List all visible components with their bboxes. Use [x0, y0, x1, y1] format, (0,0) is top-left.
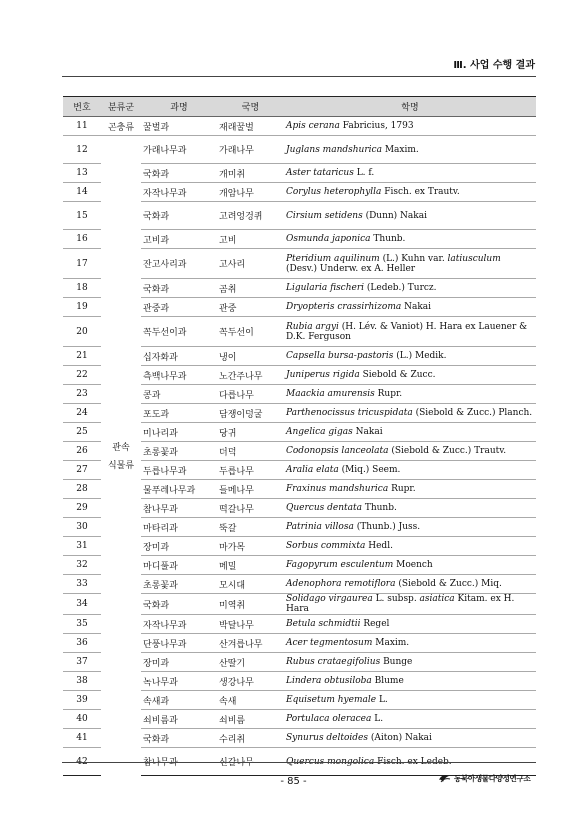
scientific-name-italic: Quercus mongolica	[286, 756, 375, 767]
scientific-name	[284, 298, 536, 317]
scientific-name-italic: Solidago virgaurea	[286, 594, 373, 604]
org-logo	[437, 771, 530, 785]
scientific-name-italic: Sorbus commixta	[286, 541, 366, 551]
korean-name: 고비	[217, 230, 284, 249]
row-number: 22	[63, 366, 101, 385]
scientific-name	[284, 164, 536, 183]
scientific-name-italic: Dryopteris crassirhizoma	[286, 302, 402, 312]
scientific-name	[284, 404, 536, 423]
column-header-scientific-name: 학명	[284, 97, 536, 117]
family-name: 물푸레나무과	[141, 480, 217, 499]
family-name: 국화과	[141, 279, 217, 298]
family-name: 마디풀과	[141, 556, 217, 575]
scientific-name-italic: asiatica	[419, 594, 455, 604]
scientific-name-author: L. subsp.	[372, 594, 420, 604]
family-name: 참나무과	[141, 748, 217, 776]
scientific-name-author: Kitam. ex H. Hara	[286, 594, 515, 614]
korean-name: 속새	[217, 691, 284, 710]
scientific-name-author: Regel	[360, 619, 390, 629]
scientific-name	[284, 202, 536, 230]
scientific-name	[284, 117, 536, 136]
row-number: 16	[63, 230, 101, 249]
family-name: 국화과	[141, 202, 217, 230]
scientific-name-author: Fabricius, 1793	[339, 121, 414, 131]
scientific-name-author: Maxim.	[381, 144, 419, 155]
column-header-family: 과명	[141, 97, 217, 117]
korean-name: 수리취	[217, 729, 284, 748]
korean-name: 가래나무	[217, 136, 284, 164]
family-name: 마타리과	[141, 518, 217, 537]
scientific-name	[284, 317, 536, 347]
korean-name: 냉이	[217, 347, 284, 366]
scientific-name-italic: Quercus dentata	[286, 503, 362, 513]
family-name: 속새과	[141, 691, 217, 710]
scientific-name-author: (Desv.) Underw. ex A. Heller	[286, 263, 416, 274]
family-name: 측백나무과	[141, 366, 217, 385]
table-body	[63, 117, 536, 776]
family-name: 꿀벌과	[141, 117, 217, 136]
row-number: 40	[63, 710, 101, 729]
scientific-name	[284, 556, 536, 575]
column-header-number: 번호	[63, 97, 101, 117]
table-header-row	[63, 97, 536, 117]
org-logo-icon	[437, 771, 451, 785]
korean-name: 관중	[217, 298, 284, 317]
row-number: 18	[63, 279, 101, 298]
scientific-name	[284, 518, 536, 537]
scientific-name-author: L.	[376, 695, 388, 705]
scientific-name-italic: Codonopsis lanceolata	[286, 446, 389, 456]
scientific-name-italic: Corylus heterophylla	[286, 187, 382, 197]
scientific-name-author: Nakai	[401, 302, 432, 312]
row-number: 20	[63, 317, 101, 347]
scientific-name-author: L. f.	[353, 168, 375, 178]
scientific-name-author: Thunb.	[361, 503, 397, 513]
scientific-name-italic: Betula schmidtii	[286, 619, 361, 629]
scientific-name-author: (Ledeb.) Turcz.	[364, 283, 437, 293]
korean-name: 개미취	[217, 164, 284, 183]
scientific-name	[284, 594, 536, 615]
scientific-name-author: (L.) Kuhn var.	[379, 253, 448, 264]
row-number: 28	[63, 480, 101, 499]
family-name: 미나리과	[141, 423, 217, 442]
row-number: 32	[63, 556, 101, 575]
scientific-name-author: (Aiton) Nakai	[368, 733, 432, 743]
scientific-name-italic: Maackia amurensis	[286, 389, 375, 399]
scientific-name	[284, 366, 536, 385]
korean-name: 박달나무	[217, 615, 284, 634]
org-name: 동북아생물다양성연구소	[454, 773, 531, 783]
family-name: 잔고사리과	[141, 249, 217, 279]
scientific-name	[284, 710, 536, 729]
scientific-name-italic: Juniperus rigida	[286, 370, 360, 380]
korean-name: 개암나무	[217, 183, 284, 202]
scientific-name-italic: Synurus deltoides	[286, 733, 369, 743]
scientific-name	[284, 575, 536, 594]
family-name: 콩과	[141, 385, 217, 404]
scientific-name-italic: latiusculum	[447, 253, 501, 264]
group-vascular-plants	[101, 136, 141, 776]
scientific-name	[284, 653, 536, 672]
family-name: 초롱꽃과	[141, 575, 217, 594]
row-number: 31	[63, 537, 101, 556]
scientific-name-author: Rupr.	[374, 389, 403, 399]
row-number: 15	[63, 202, 101, 230]
scientific-name	[284, 249, 536, 279]
row-number: 26	[63, 442, 101, 461]
scientific-name	[284, 634, 536, 653]
scientific-name-author: (Thunb.) Juss.	[353, 522, 421, 532]
scientific-name-author: (Siebold & Zucc.) Planch.	[412, 408, 533, 418]
species-table	[63, 96, 536, 776]
column-header-group: 분류군	[101, 97, 141, 117]
scientific-name-author: Thunb.	[370, 234, 406, 244]
korean-name: 뚝갈	[217, 518, 284, 537]
row-number: 34	[63, 594, 101, 615]
scientific-name-author: Nakai	[352, 427, 383, 437]
scientific-name-italic: Parthenocissus tricuspidata	[286, 408, 413, 418]
family-name: 국화과	[141, 594, 217, 615]
scientific-name-author: Moench	[393, 560, 433, 570]
scientific-name-italic: Capsella bursa-pastoris	[286, 351, 394, 361]
row-number: 38	[63, 672, 101, 691]
row-number: 37	[63, 653, 101, 672]
table-row	[63, 136, 536, 164]
korean-name: 산딸기	[217, 653, 284, 672]
scientific-name	[284, 423, 536, 442]
row-number: 35	[63, 615, 101, 634]
korean-name: 떡갈나무	[217, 499, 284, 518]
korean-name: 미역취	[217, 594, 284, 615]
row-number: 30	[63, 518, 101, 537]
scientific-name-author: Rupr.	[388, 484, 416, 494]
family-name: 가래나무과	[141, 136, 217, 164]
korean-name: 노간주나무	[217, 366, 284, 385]
family-name: 포도과	[141, 404, 217, 423]
scientific-name	[284, 480, 536, 499]
korean-name: 더덕	[217, 442, 284, 461]
family-name: 녹나무과	[141, 672, 217, 691]
scientific-name-author: Fisch. ex Ledeb.	[374, 756, 452, 767]
scientific-name-author: (Siebold & Zucc.) Miq.	[395, 579, 502, 589]
row-number: 21	[63, 347, 101, 366]
scientific-name	[284, 499, 536, 518]
korean-name: 재래꿀벌	[217, 117, 284, 136]
korean-name: 신갈나무	[217, 748, 284, 776]
row-number: 13	[63, 164, 101, 183]
scientific-name	[284, 442, 536, 461]
family-name: 관중과	[141, 298, 217, 317]
family-name: 꼭두선이과	[141, 317, 217, 347]
korean-name: 메밀	[217, 556, 284, 575]
scientific-name-italic: Portulaca oleracea	[286, 714, 372, 724]
scientific-name-italic: Patrinia villosa	[286, 522, 354, 532]
family-name: 고비과	[141, 230, 217, 249]
korean-name: 고사리	[217, 249, 284, 279]
row-number: 19	[63, 298, 101, 317]
korean-name: 산겨릅나무	[217, 634, 284, 653]
row-number: 14	[63, 183, 101, 202]
family-name: 참나무과	[141, 499, 217, 518]
family-name: 두릅나무과	[141, 461, 217, 480]
header-divider	[62, 76, 536, 77]
scientific-name-italic: Juglans mandshurica	[286, 144, 382, 155]
korean-name: 꼭두선이	[217, 317, 284, 347]
korean-name: 마가목	[217, 537, 284, 556]
scientific-name-italic: Aster tataricus	[286, 168, 354, 178]
row-number: 12	[63, 136, 101, 164]
scientific-name	[284, 672, 536, 691]
family-name: 장미과	[141, 537, 217, 556]
footer-divider	[62, 762, 536, 763]
page-number: - 85 -	[280, 776, 307, 787]
column-header-korean-name: 국명	[217, 97, 284, 117]
row-number: 41	[63, 729, 101, 748]
scientific-name	[284, 136, 536, 164]
korean-name: 다릅나무	[217, 385, 284, 404]
scientific-name-author: Blume	[371, 676, 404, 686]
scientific-name-italic: Cirsium setidens	[286, 210, 363, 221]
scientific-name-italic: Adenophora remotiflora	[286, 579, 396, 589]
family-name: 자작나무과	[141, 615, 217, 634]
scientific-name-author: L.	[371, 714, 384, 724]
scientific-name-italic: Ligularia fischeri	[286, 283, 365, 293]
scientific-name	[284, 347, 536, 366]
scientific-name-italic: Rubus crataegifolius	[286, 657, 381, 667]
row-number: 39	[63, 691, 101, 710]
korean-name: 쇠비름	[217, 710, 284, 729]
scientific-name-italic: Lindera obtusiloba	[286, 676, 372, 686]
scientific-name	[284, 183, 536, 202]
family-name: 단풍나무과	[141, 634, 217, 653]
group-insect: 곤충류	[101, 117, 141, 136]
family-name: 자작나무과	[141, 183, 217, 202]
scientific-name-italic: Equisetum hyemale	[286, 695, 377, 705]
scientific-name-author: Hedl.	[365, 541, 393, 551]
group-label-line1: 관속	[112, 443, 130, 454]
row-number: 36	[63, 634, 101, 653]
row-number: 42	[63, 748, 101, 776]
scientific-name	[284, 385, 536, 404]
scientific-name-author: Bunge	[380, 657, 413, 667]
korean-name: 고려엉겅퀴	[217, 202, 284, 230]
family-name: 국화과	[141, 164, 217, 183]
row-number: 24	[63, 404, 101, 423]
family-name: 국화과	[141, 729, 217, 748]
family-name: 장미과	[141, 653, 217, 672]
scientific-name	[284, 279, 536, 298]
scientific-name-italic: Apis cerana	[286, 121, 340, 131]
korean-name: 곰취	[217, 279, 284, 298]
scientific-name-italic: Angelica gigas	[286, 427, 353, 437]
scientific-name-author: (L.) Medik.	[393, 351, 447, 361]
korean-name: 당귀	[217, 423, 284, 442]
scientific-name	[284, 691, 536, 710]
row-number: 17	[63, 249, 101, 279]
scientific-name-author: Siebold & Zucc.	[359, 370, 436, 380]
korean-name: 모시대	[217, 575, 284, 594]
group-label-line2: 식물류	[107, 461, 135, 472]
family-name: 초롱꽃과	[141, 442, 217, 461]
scientific-name-italic: Acer tegmentosum	[286, 638, 373, 648]
scientific-name-author: (Siebold & Zucc.) Trautv.	[388, 446, 507, 456]
row-number: 27	[63, 461, 101, 480]
scientific-name-italic: Fagopyrum esculentum	[286, 560, 394, 570]
scientific-name	[284, 729, 536, 748]
korean-name: 생강나무	[217, 672, 284, 691]
scientific-name-italic: Pteridium aquilinum	[286, 253, 380, 264]
scientific-name-italic: Fraxinus mandshurica	[286, 484, 389, 494]
scientific-name-author: (H. Lév. & Vaniot) H. Hara ex Lauener & D.K. Ferguson	[286, 321, 528, 342]
scientific-name-author: (Miq.) Seem.	[338, 465, 401, 475]
scientific-name	[284, 230, 536, 249]
row-number: 25	[63, 423, 101, 442]
row-number: 29	[63, 499, 101, 518]
korean-name: 들메나무	[217, 480, 284, 499]
scientific-name-author: (Dunn) Nakai	[362, 210, 427, 221]
family-name: 쇠비름과	[141, 710, 217, 729]
scientific-name-italic: Rubia argyi	[286, 321, 339, 332]
korean-name: 담쟁이덩굴	[217, 404, 284, 423]
scientific-name-italic: Osmunda japonica	[286, 234, 371, 244]
scientific-name-author: Maxim.	[372, 638, 410, 648]
scientific-name	[284, 615, 536, 634]
scientific-name	[284, 461, 536, 480]
row-number: 33	[63, 575, 101, 594]
row-number: 23	[63, 385, 101, 404]
section-title: Ⅲ. 사업 수행 결과	[453, 60, 535, 71]
family-name: 십자화과	[141, 347, 217, 366]
scientific-name	[284, 537, 536, 556]
scientific-name-italic: Aralia elata	[286, 465, 339, 475]
row-number: 11	[63, 117, 101, 136]
table-row	[63, 117, 536, 136]
scientific-name-author: Fisch. ex Trautv.	[381, 187, 460, 197]
korean-name: 두릅나무	[217, 461, 284, 480]
